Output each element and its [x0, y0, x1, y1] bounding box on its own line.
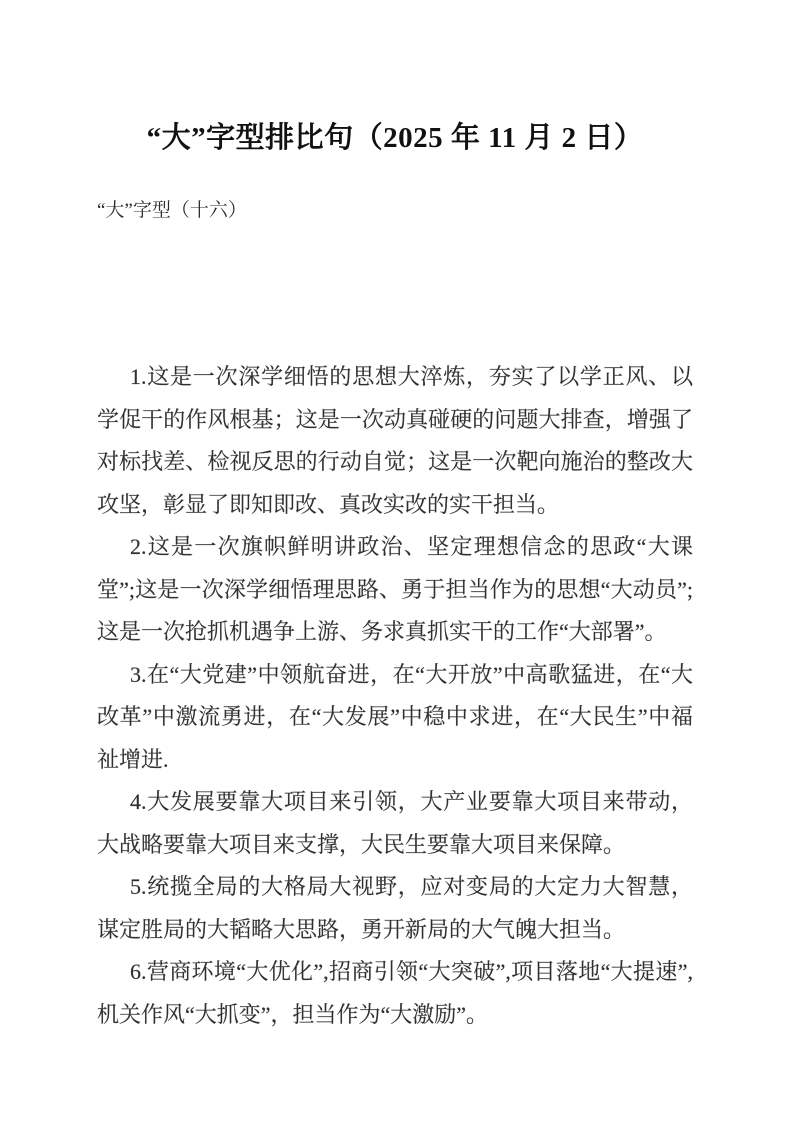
- paragraph-4: 4.大发展要靠大项目来引领，大产业要靠大项目来带动，大战略要靠大项目来支撑，大民生要靠大项目来保障。: [97, 789, 693, 857]
- paragraph-5: 5.统揽全局的大格局大视野，应对变局的大定力大智慧，谋定胜局的大韬略大思路，勇开新局的大气魄大担当。: [97, 874, 693, 942]
- document-title: “大”字型排比句（2025 年 11 月 2 日）: [146, 122, 644, 154]
- document-subtitle: “大”字型（十六）: [97, 200, 247, 221]
- document-body: [97, 356, 693, 1036]
- paragraph-1: 1.这是一次深学细悟的思想大淬炼，夯实了以学正风、以学促干的作风根基；这是一次动真碰硬的问题大排查，增强了对标找差、检视反思的行动自觉；这是一次靶向施治的整改大攻坚，彰显了即知即改、真改实改的实干担当。: [97, 364, 693, 517]
- paragraph-3: 3.在“大党建”中领航奋进，在“大开放”中高歌猛进，在“大改革”中激流勇进，在“大发展”中稳中求进，在“大民生”中福祉增进.: [97, 661, 693, 772]
- paragraph-2: 2.这是一次旗帜鲜明讲政治、坚定理想信念的思政“大课堂”;这是一次深学细悟理思路、勇于担当作为的思想“大动员”;这是一次抢抓机遇争上游、务求真抓实干的工作“大部署”。: [97, 534, 693, 644]
- paragraph-6: 6.营商环境“大优化”,招商引领“大突破”,项目落地“大提速”,机关作风“大抓变”，担当作为“大激励”。: [97, 959, 693, 1027]
